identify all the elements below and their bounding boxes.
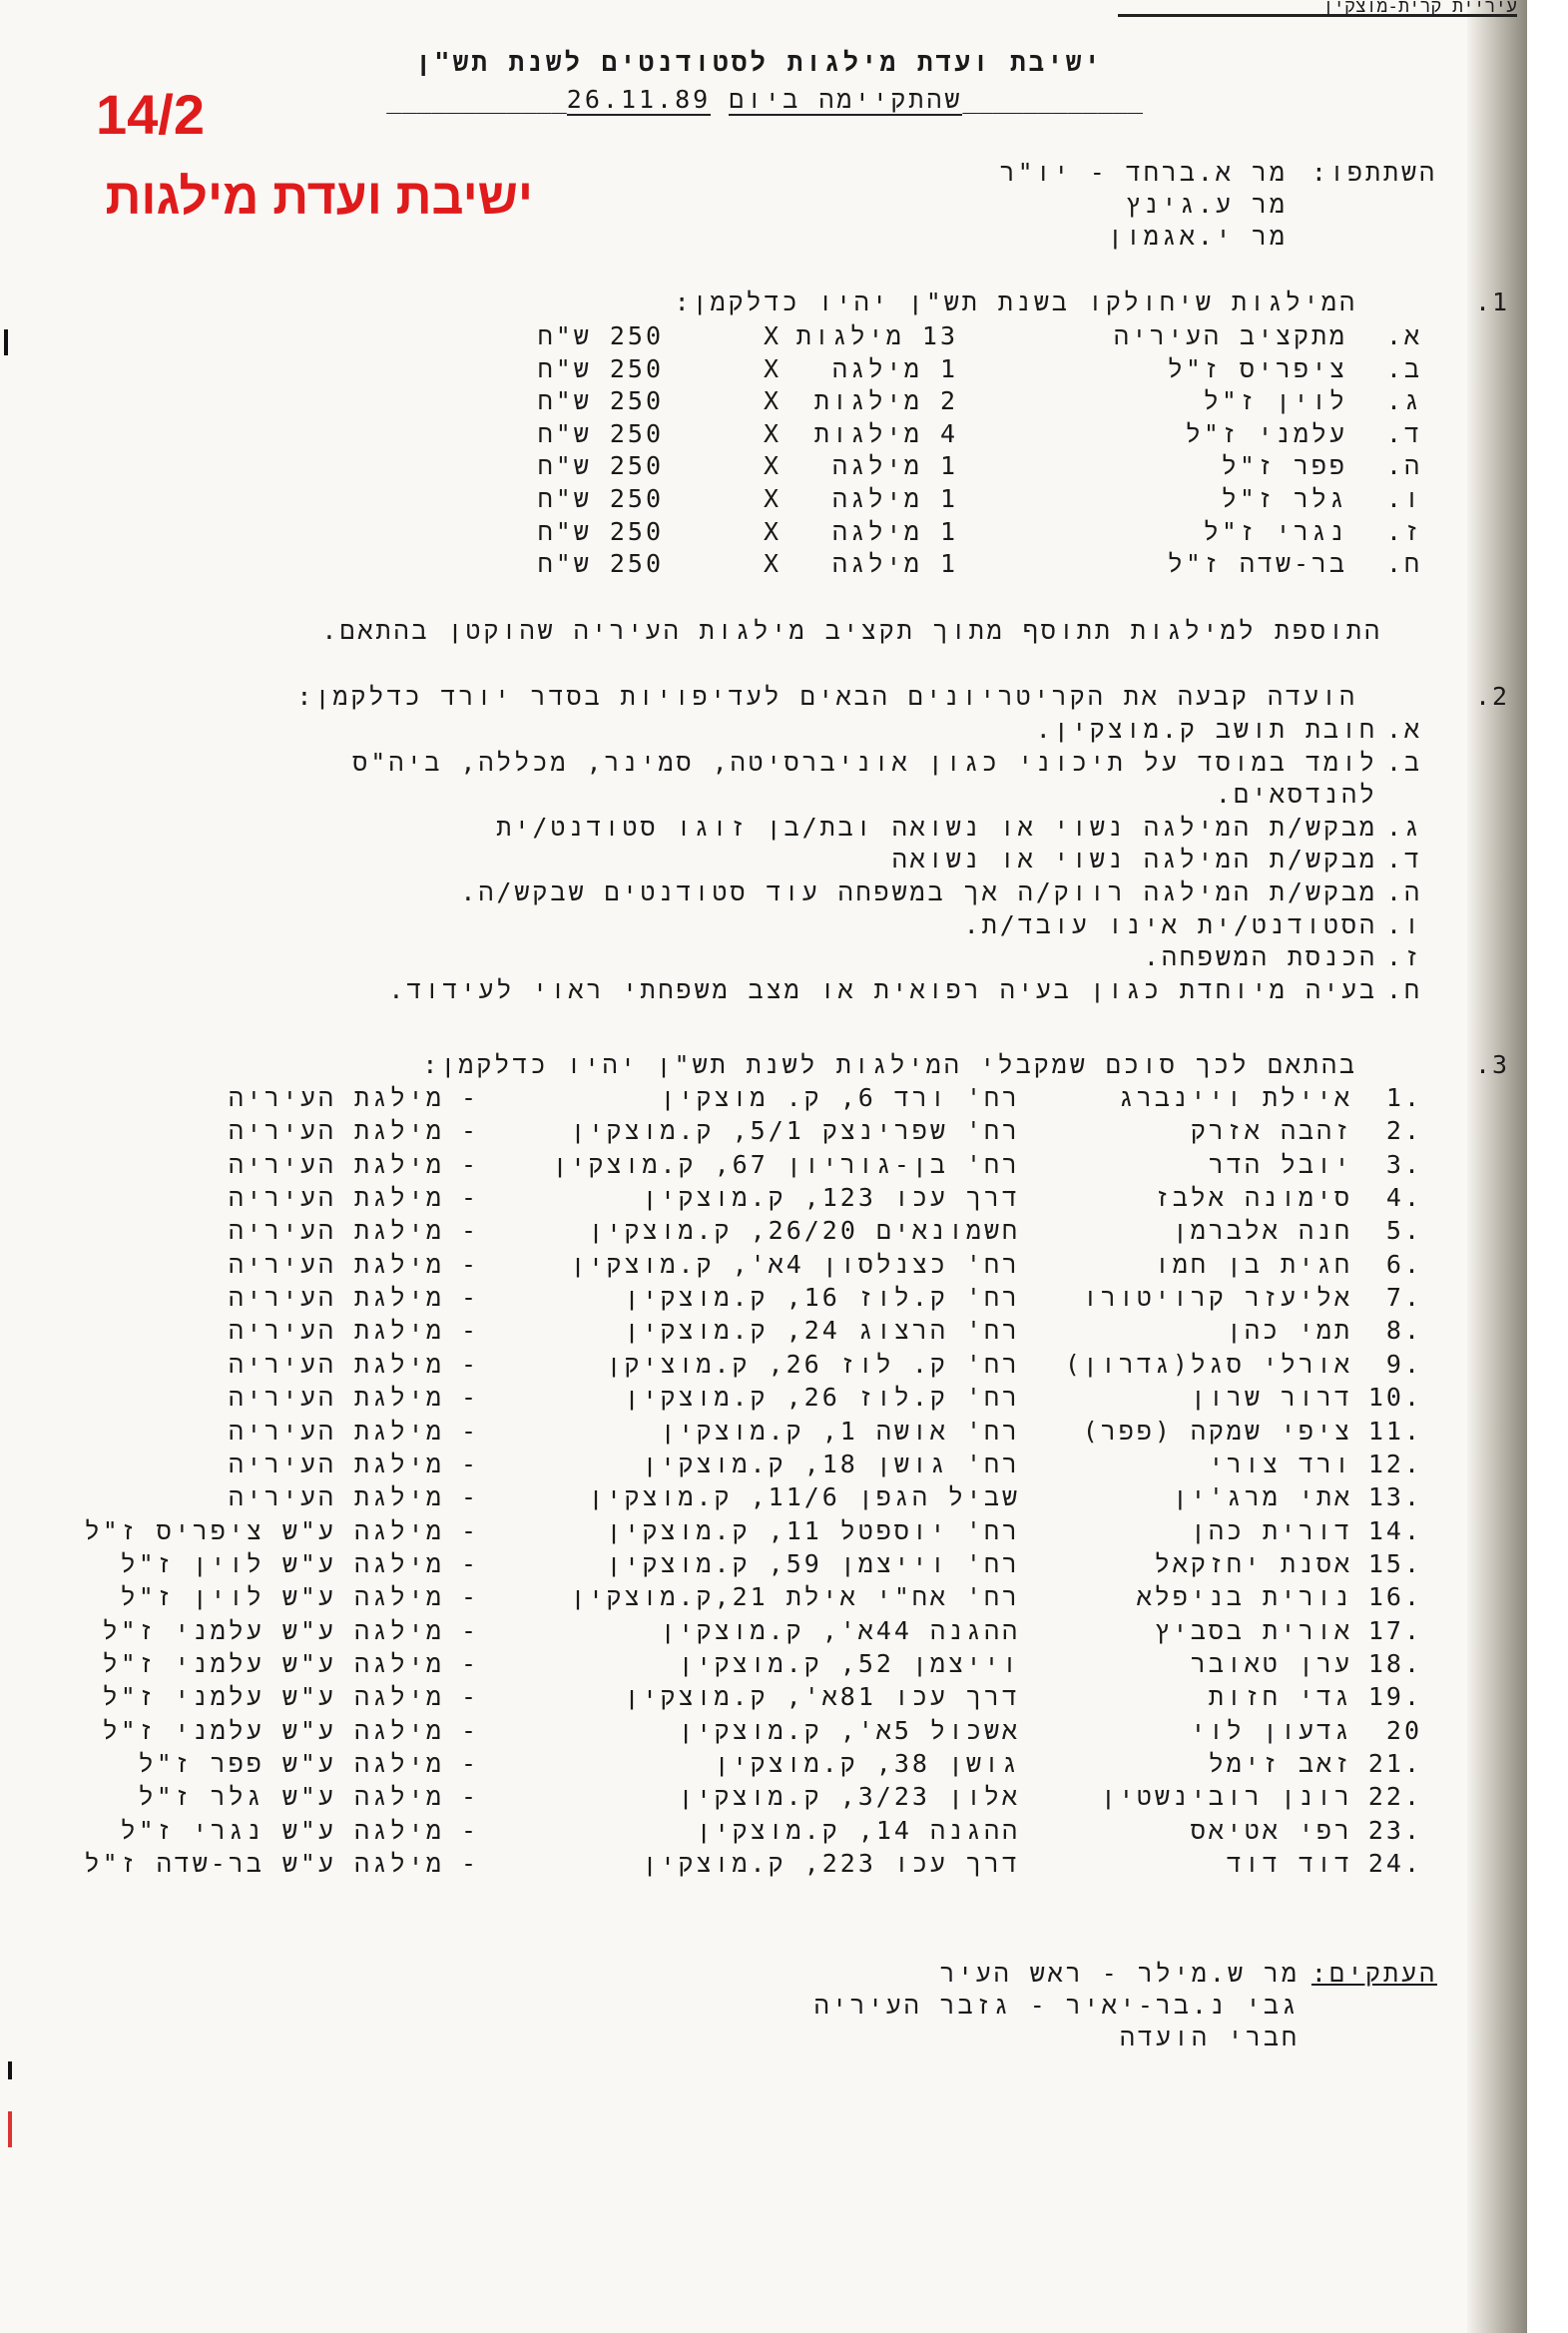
s3-row-address: ההגנה 14, ק.מוצקין — [696, 1816, 1020, 1845]
s3-row-grant: מילגה ע"ש נגרי ז"ל — [120, 1816, 444, 1845]
s1-row-count: 1 מילגה — [831, 517, 958, 546]
s3-row-number: .8 — [1385, 1316, 1422, 1345]
s1-row-name: מתקציב העיריה — [1113, 321, 1347, 350]
s3-row-name: רפי אטיאס — [1190, 1816, 1352, 1845]
s3-row-separator: - — [460, 1549, 479, 1578]
s1-row-amount: 250 ש"ח — [537, 517, 664, 546]
s3-row-grant: מילגה ע"ש עלמני ז"ל — [102, 1616, 444, 1645]
s3-row-address: רח' ק.לוז 26, ק.מוצקין — [624, 1383, 1020, 1412]
s3-row-number: .11 — [1367, 1417, 1422, 1446]
copy-recipient-3: חברי הועדה — [1119, 2023, 1300, 2051]
s3-row-separator: - — [460, 1150, 479, 1179]
s1-row-amount: 250 ש"ח — [537, 321, 664, 350]
s3-row-separator: - — [460, 1649, 479, 1678]
s1-row-amount: 250 ש"ח — [537, 484, 664, 513]
s3-row-separator: - — [460, 1417, 479, 1446]
s3-row-separator: - — [460, 1450, 479, 1478]
s3-row-name: זהבה אזרק — [1190, 1116, 1352, 1145]
s3-row-name: נורית בניפלא — [1136, 1582, 1352, 1611]
s3-row-name: דוד דוד — [1226, 1849, 1352, 1878]
s3-row-address: דרך עכו 123, ק.מוצקין — [642, 1183, 1020, 1212]
s1-row-name: גלר ז"ל — [1221, 484, 1347, 513]
s3-row-grant: מילגת העיריה — [228, 1417, 444, 1446]
s3-row-address: ההגנה 44א', ק.מוצקין — [660, 1616, 1020, 1645]
s3-row-name: תמי כהן — [1226, 1316, 1352, 1345]
s1-row-letter: א. — [1385, 321, 1422, 350]
scan-mark — [8, 2111, 12, 2147]
s1-row-letter: ז. — [1385, 517, 1422, 546]
s3-row-address: דרך עכו 81א', ק.מוצקין — [624, 1682, 1020, 1711]
s3-row-separator: - — [460, 1716, 479, 1745]
s3-row-grant: מילגת העיריה — [228, 1383, 444, 1412]
s3-row-separator: - — [460, 1183, 479, 1212]
s3-row-number: .24 — [1367, 1849, 1422, 1878]
s2-item-text: להנדסאים. — [1215, 780, 1377, 809]
s3-row-grant: מילגת העיריה — [228, 1116, 444, 1145]
s3-row-address: רח' יוספטל 11, ק.מוצקין — [606, 1516, 1020, 1545]
s1-row-amount: 250 ש"ח — [537, 451, 664, 480]
s3-row-name: חנה אלברמן — [1172, 1216, 1352, 1245]
s2-item-letter: ב. — [1385, 748, 1422, 777]
s1-row-x: X — [763, 419, 779, 448]
s1-row-letter: ח. — [1385, 549, 1422, 578]
s1-row-x: X — [763, 451, 779, 480]
s3-row-grant: מילגה ע"ש גלר ז"ל — [138, 1782, 444, 1811]
s3-row-number: .7 — [1385, 1283, 1422, 1312]
s3-row-name: גדעון לוי — [1190, 1716, 1352, 1745]
stamp-title: ישיבת ועדת מילגות — [105, 169, 533, 225]
s3-row-grant: מילגה ע"ש פפר ז"ל — [138, 1749, 444, 1778]
s3-row-address: חשמונאים 26/20, ק.מוצקין — [588, 1216, 1020, 1245]
s3-row-number: .17 — [1367, 1616, 1422, 1645]
s3-row-separator: - — [460, 1782, 479, 1811]
s3-row-number: .21 — [1367, 1749, 1422, 1778]
s3-row-address: רח' כצנלסון 4א', ק.מוצקין — [570, 1250, 1020, 1279]
s1-row-name: נגרי ז"ל — [1203, 517, 1347, 546]
date-prefix: שהתקיימה ביום — [729, 85, 963, 114]
s3-row-address: רח' אושה 1, ק.מוצקין — [660, 1417, 1020, 1446]
s3-row-number: .15 — [1367, 1549, 1422, 1578]
s3-row-address: רח' בן-גוריון 67, ק.מוצקין — [552, 1150, 1020, 1179]
s3-row-number: .19 — [1367, 1682, 1422, 1711]
s3-row-number: .13 — [1367, 1482, 1422, 1511]
s3-row-address: שביל הגפן 11/6, ק.מוצקין — [588, 1482, 1020, 1511]
s3-row-name: אתי מרג'ין — [1172, 1482, 1352, 1511]
s3-row-address: רח' גושן 18, ק.מוצקין — [642, 1450, 1020, 1478]
s3-row-address: גושן 38, ק.מוצקין — [714, 1749, 1020, 1778]
s2-item-text: הכנסת המשפחה. — [1143, 942, 1377, 971]
s1-row-x: X — [763, 517, 779, 546]
s1-row-x: X — [763, 321, 779, 350]
s3-row-name: רונן רובינשטין — [1100, 1782, 1352, 1811]
s1-row-amount: 250 ש"ח — [537, 386, 664, 415]
s3-row-separator: - — [460, 1682, 479, 1711]
s3-row-address: רח' ק. לוז 26, ק.מוציקן — [606, 1350, 1020, 1379]
s1-row-letter: ה. — [1385, 451, 1422, 480]
s2-item-text: הסטודנט/ית אינו עובד/ת. — [963, 910, 1377, 939]
s2-item-text: מבקש/ת המילגה נשוי או נשואה — [891, 845, 1377, 874]
s2-item-text: מבקש/ת המילגה נשוי או נשואה ובת/בן זוגו סטודנט/ית — [496, 813, 1377, 842]
s2-item-letter: א. — [1385, 715, 1422, 744]
section-3-number: .3 — [1475, 1050, 1510, 1079]
s3-row-separator: - — [460, 1516, 479, 1545]
s3-row-name: סימונה אלבז — [1154, 1183, 1352, 1212]
s3-row-grant: מילגה ע"ש עלמני ז"ל — [102, 1649, 444, 1678]
s3-row-name: אליעזר קרויטורו — [1082, 1283, 1352, 1312]
s3-row-grant: מילגה ע"ש עלמני ז"ל — [102, 1682, 444, 1711]
participant-2: מר ע.גינץ — [1125, 190, 1288, 219]
s1-row-count: 1 מילגה — [831, 549, 958, 578]
s1-row-amount: 250 ש"ח — [537, 419, 664, 448]
s3-row-number: .10 — [1367, 1383, 1422, 1412]
s3-row-name: אסנת יחזקאל — [1154, 1549, 1352, 1578]
s3-row-number: .22 — [1367, 1782, 1422, 1811]
s1-row-letter: ג. — [1385, 386, 1422, 415]
s1-row-name: ציפריס ז"ל — [1167, 354, 1347, 383]
scan-mark — [4, 329, 8, 355]
s3-row-address: רח' ק.לוז 16, ק.מוצקין — [624, 1283, 1020, 1312]
s3-row-number: .9 — [1385, 1350, 1422, 1379]
section-2-intro: הועדה קבעה את הקריטריונים הבאים לעדיפויות בסדר יורד כדלקמן: — [296, 682, 1357, 711]
scan-mark — [8, 2061, 12, 2079]
s3-row-number: .3 — [1385, 1150, 1422, 1179]
s3-row-name: ציפי שמקה (פפר) — [1082, 1417, 1352, 1446]
page-edge-shadow — [1467, 0, 1527, 2333]
s3-row-name: ורד צורי — [1208, 1450, 1352, 1478]
s3-row-separator: - — [460, 1816, 479, 1845]
s3-row-number: .18 — [1367, 1649, 1422, 1678]
s3-row-grant: מילגה ע"ש עלמני ז"ל — [102, 1716, 444, 1745]
s3-row-separator: - — [460, 1849, 479, 1878]
s3-row-name: יובל הדר — [1208, 1150, 1352, 1179]
s3-row-separator: - — [460, 1350, 479, 1379]
s2-item-letter: ד. — [1385, 845, 1422, 874]
s1-row-amount: 250 ש"ח — [537, 549, 664, 578]
s3-row-address: וייצמן 52, ק.מוצקין — [678, 1649, 1020, 1678]
s3-row-name: דורית כהן — [1190, 1516, 1352, 1545]
s3-row-name: דרור שרון — [1190, 1383, 1352, 1412]
s2-item-letter: ח. — [1385, 975, 1422, 1004]
s1-row-x: X — [763, 386, 779, 415]
s1-row-name: בר-שדה ז"ל — [1167, 549, 1347, 578]
section-1-number: .1 — [1475, 288, 1510, 316]
s1-row-letter: ו. — [1385, 484, 1422, 513]
s3-row-separator: - — [460, 1482, 479, 1511]
s3-row-separator: - — [460, 1083, 479, 1112]
participant-1: מר א.ברחד - יו"ר — [999, 158, 1288, 187]
s1-row-name: עלמני ז"ל — [1185, 419, 1347, 448]
copy-recipient-2: גבי נ.בר-יאיר - גזבר העיריה — [813, 1991, 1300, 2020]
s3-row-separator: - — [460, 1749, 479, 1778]
s1-row-count: 2 מילגות — [813, 386, 958, 415]
s3-row-separator: - — [460, 1582, 479, 1611]
s3-row-separator: - — [460, 1316, 479, 1345]
s3-row-name: ערן טאובר — [1190, 1649, 1352, 1678]
copy-recipient-1: מר ש.מילר - ראש העיר — [939, 1959, 1300, 1988]
s3-row-address: רח' שפרינצק 5/1, ק.מוצקין — [570, 1116, 1020, 1145]
s3-row-name: גדי חזות — [1208, 1682, 1352, 1711]
s3-row-name: זאב זימל — [1208, 1749, 1352, 1778]
meeting-date-line: ____________שהתקיימה ביום 26.11.89____________ — [386, 85, 1143, 114]
s3-row-grant: מילגת העיריה — [228, 1150, 444, 1179]
s2-item-letter: ה. — [1385, 877, 1422, 906]
s3-row-grant: מילגה ע"ש לוין ז"ל — [120, 1549, 444, 1578]
s1-row-x: X — [763, 354, 779, 383]
s3-row-grant: מילגת העיריה — [228, 1316, 444, 1345]
s3-row-address: דרך עכו 223, ק.מוצקין — [642, 1849, 1020, 1878]
copies-label: העתקים: — [1310, 1959, 1437, 1988]
section-2-number: .2 — [1475, 682, 1510, 711]
s3-row-name: אורלי סגל(גדרון) — [1064, 1350, 1352, 1379]
s2-item-text: חובת תושב ק.מוצקין. — [1035, 715, 1377, 744]
s3-row-name: איילת ויינברג — [1118, 1083, 1352, 1112]
s3-row-number: .1 — [1385, 1083, 1422, 1112]
s3-row-address: רח' אח"י אילת 21,ק.מוצקין — [570, 1582, 1020, 1611]
s3-row-number: .6 — [1385, 1250, 1422, 1279]
s3-row-grant: מילגה ע"ש בר-שדה ז"ל — [84, 1849, 444, 1878]
s3-row-grant: מילגת העיריה — [228, 1283, 444, 1312]
s3-row-grant: מילגה ע"ש לוין ז"ל — [120, 1582, 444, 1611]
top-cut-text: עיריית קרית-מוצקין — [1118, 0, 1517, 17]
stamp-number: 14/2 — [96, 83, 205, 146]
s3-row-separator: - — [460, 1383, 479, 1412]
s2-item-text: בעיה מיוחדת כגון בעיה רפואית או מצב משפחתי ראוי לעידוד. — [388, 975, 1377, 1004]
s3-row-address: רח' ורד 6, ק. מוצקין — [660, 1083, 1020, 1112]
s3-row-number: .14 — [1367, 1516, 1422, 1545]
section-1-intro: המילגות שיחולקו בשנת תש"ן יהיו כדלקמן: — [674, 288, 1357, 316]
s3-row-grant: מילגת העיריה — [228, 1083, 444, 1112]
s3-row-separator: - — [460, 1116, 479, 1145]
s1-row-count: 1 מילגה — [831, 484, 958, 513]
s2-item-letter: ז. — [1385, 942, 1422, 971]
s3-row-grant: מילגה ע"ש ציפריס ז"ל — [84, 1516, 444, 1545]
s3-row-address: אלון 3/23, ק.מוצקין — [678, 1782, 1020, 1811]
s3-row-number: .5 — [1385, 1216, 1422, 1245]
participant-3: מר י.אגמון — [1107, 222, 1288, 251]
s3-row-grant: מילגת העיריה — [228, 1183, 444, 1212]
s2-item-text: לומד במוסד על תיכוני כגון אוניברסיטה, סמינר, מכללה, ביה"ס — [352, 748, 1377, 777]
s3-row-number: 20 — [1385, 1716, 1422, 1745]
s3-row-grant: מילגת העיריה — [228, 1216, 444, 1245]
s1-row-count: 13 מילגות — [795, 321, 958, 350]
s1-row-count: 1 מילגה — [831, 354, 958, 383]
s1-row-count: 1 מילגה — [831, 451, 958, 480]
s3-row-separator: - — [460, 1616, 479, 1645]
s3-row-grant: מילגת העיריה — [228, 1450, 444, 1478]
participants-label: השתתפו: — [1310, 158, 1437, 187]
s2-item-text: מבקש/ת המילגה רווק/ה אך במשפחה עוד סטודנטים שבקש/ה. — [460, 877, 1377, 906]
s3-row-number: .2 — [1385, 1116, 1422, 1145]
s3-row-separator: - — [460, 1216, 479, 1245]
s3-row-number: .23 — [1367, 1816, 1422, 1845]
s3-row-name: אורית בסביץ — [1154, 1616, 1352, 1645]
s1-row-name: לוין ז"ל — [1203, 386, 1347, 415]
s1-row-amount: 250 ש"ח — [537, 354, 664, 383]
s3-row-address: אשכול 5א', ק.מוצקין — [678, 1716, 1020, 1745]
s1-row-count: 4 מילגות — [813, 419, 958, 448]
section-3-intro: בהתאם לכך סוכם שמקבלי המילגות לשנת תש"ן יהיו כדלקמן: — [422, 1050, 1357, 1079]
s1-row-x: X — [763, 549, 779, 578]
s3-row-address: רח' וייצמן 59, ק.מוצקין — [606, 1549, 1020, 1578]
s1-row-name: פפר ז"ל — [1221, 451, 1347, 480]
s3-row-grant: מילגת העיריה — [228, 1482, 444, 1511]
s3-row-grant: מילגת העיריה — [228, 1350, 444, 1379]
section-1-note: התוספת למילגות תתוסף מתוך תקציב מילגות העיריה שהוקטן בהתאם. — [321, 616, 1382, 645]
s3-row-name: חגית בן חמו — [1154, 1250, 1352, 1279]
s3-row-address: רח' הרצוג 24, ק.מוצקין — [624, 1316, 1020, 1345]
s2-item-letter: ג. — [1385, 813, 1422, 842]
s3-row-separator: - — [460, 1283, 479, 1312]
s2-item-letter: ו. — [1385, 910, 1422, 939]
s3-row-number: .16 — [1367, 1582, 1422, 1611]
s1-row-letter: ב. — [1385, 354, 1422, 383]
s3-row-number: .4 — [1385, 1183, 1422, 1212]
meeting-date: 26.11.89 — [566, 85, 712, 114]
s3-row-grant: מילגת העיריה — [228, 1250, 444, 1279]
s3-row-number: .12 — [1367, 1450, 1422, 1478]
s1-row-x: X — [763, 484, 779, 513]
s3-row-separator: - — [460, 1250, 479, 1279]
s1-row-letter: ד. — [1385, 419, 1422, 448]
document-title: ישיבת ועדת מילגות לסטודנטים לשנת תש"ן — [415, 48, 1103, 78]
